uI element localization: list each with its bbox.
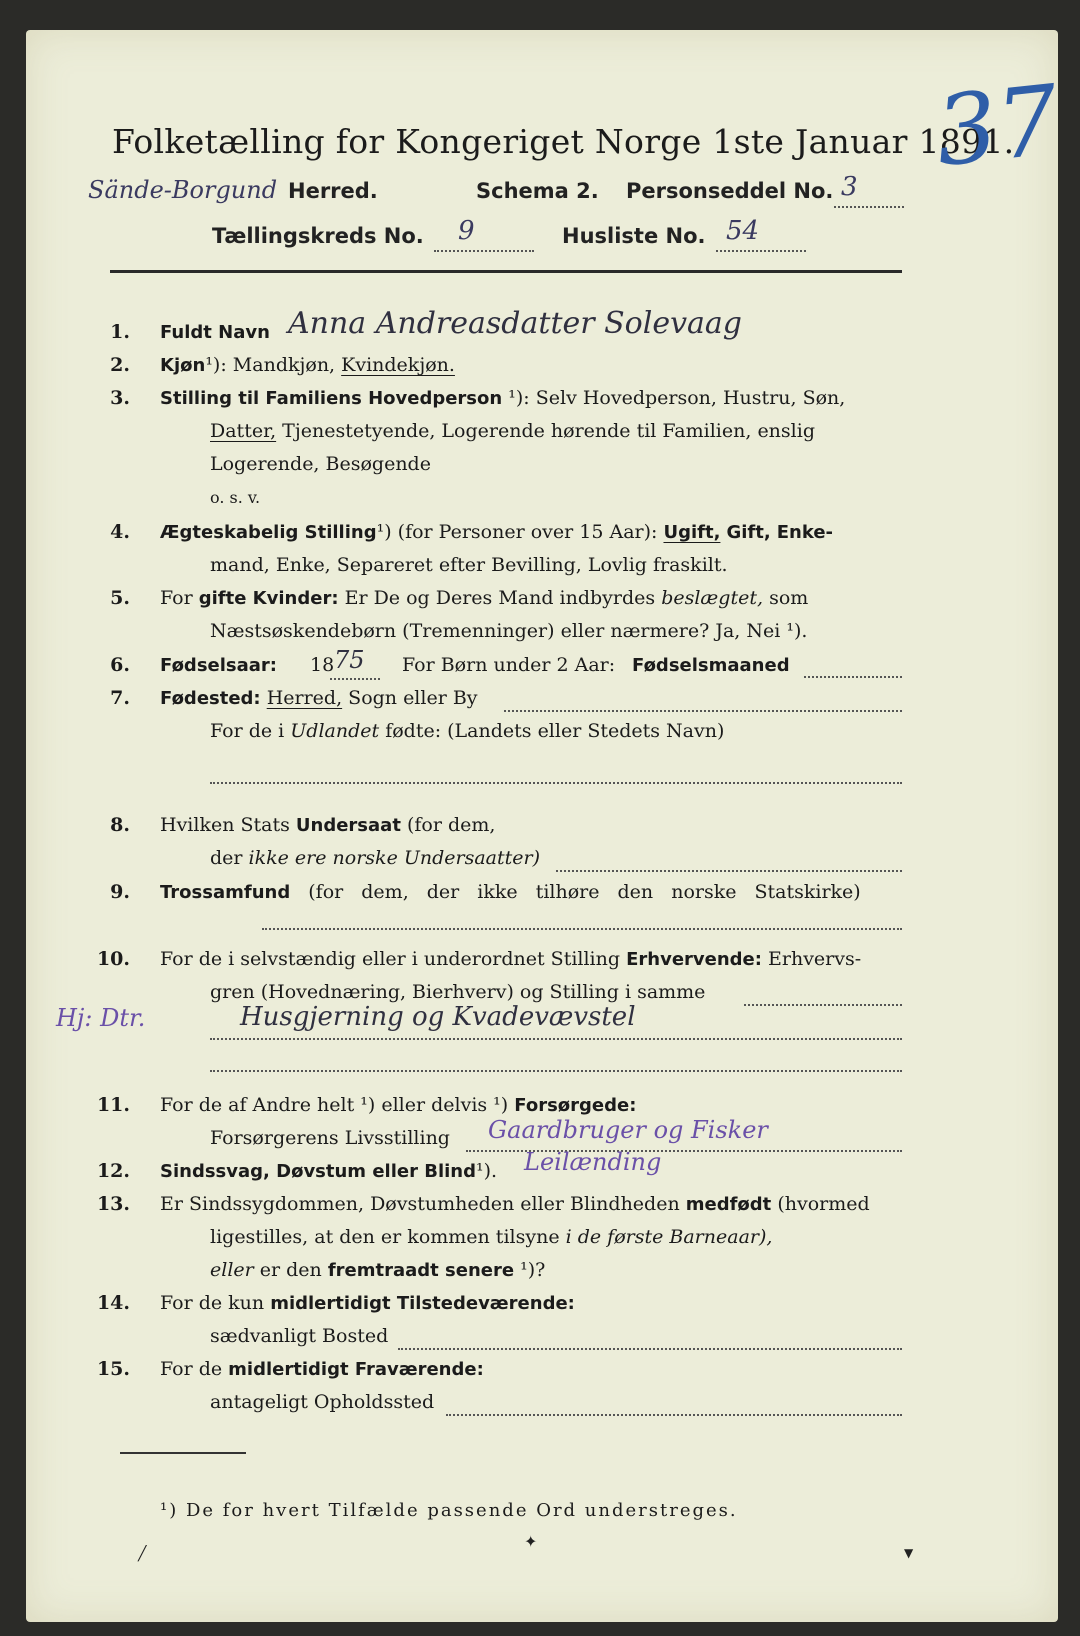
q9-text: (for dem, der ikke tilhøre den norske Statskirke) xyxy=(308,881,861,903)
q3-line1-text: Selv Hovedperson, Hustru, Søn, xyxy=(535,387,846,409)
q12-sup: ¹). xyxy=(475,1160,498,1182)
q1-answer-handwritten: Anna Andreasdatter Solevaag xyxy=(288,306,743,341)
q10-line1 xyxy=(160,948,861,970)
q3-line1 xyxy=(160,387,845,409)
q13-line3-italic: eller xyxy=(210,1259,254,1281)
personseddel-label: Personseddel No. xyxy=(626,179,834,203)
q3-label: Stilling til Familiens Hovedperson xyxy=(160,388,503,409)
q11-line1 xyxy=(160,1094,636,1116)
q6-mid-text: For Børn under 2 Aar: xyxy=(402,654,616,676)
q13-number: 13. xyxy=(96,1193,130,1215)
q11-label: Forsørgede: xyxy=(514,1095,637,1116)
q4-option-gift: Gift, xyxy=(726,522,771,543)
q5-line1 xyxy=(160,587,808,609)
q10-dotted-line3 xyxy=(210,1070,902,1072)
q13-line3 xyxy=(210,1259,545,1281)
q8-label: Undersaat xyxy=(295,815,401,836)
q6-number: 6. xyxy=(110,654,130,676)
q4-sup: ¹) xyxy=(376,521,392,543)
q14-line1 xyxy=(160,1292,575,1314)
q9-line1 xyxy=(160,881,861,903)
corner-number-handwritten: 37 xyxy=(930,63,1064,189)
form-title: Folketælling for Kongeriget Norge 1ste Januar 1891. xyxy=(112,122,1015,161)
q6-year-prefix: 18 xyxy=(310,654,335,676)
q2-option-kvindekjon: Kvindekjøn. xyxy=(341,354,455,376)
q11-answer-handwritten: Gaardbruger og Fisker xyxy=(488,1116,768,1144)
q7-number: 7. xyxy=(110,687,130,709)
q10-text-a: For de i selvstændig eller i underordnet Stilling xyxy=(160,948,621,970)
q2-number: 2. xyxy=(110,354,130,376)
q12-label: Sindssvag, Døvstum eller Blind xyxy=(160,1161,476,1182)
q10-dotted-line1 xyxy=(744,1004,902,1006)
census-form-sheet xyxy=(26,30,1064,1622)
q7-line1-rest: Sogn eller By xyxy=(348,687,478,709)
schema-label: Schema 2. xyxy=(476,179,599,203)
q3-number: 3. xyxy=(110,387,130,409)
personseddel-dotted-line xyxy=(834,206,904,208)
q15-text-a: For de xyxy=(160,1358,223,1380)
q2-line xyxy=(160,354,455,376)
taellingskreds-dotted-line xyxy=(434,250,534,252)
q3-line2 xyxy=(210,420,815,442)
footnote-text: ¹) De for hvert Tilfælde passende Ord understreges. xyxy=(160,1500,738,1521)
q3-line3: Logerende, Besøgende xyxy=(210,453,431,475)
q4-label: Ægteskabelig Stilling xyxy=(160,522,377,543)
q7-line2-b: fødte: (Landets eller Stedets Navn) xyxy=(385,720,725,742)
q13-line2-a: ligestilles, at den er kommen tilsyne xyxy=(210,1226,560,1248)
q13-label2: fremtraadt senere xyxy=(327,1260,515,1281)
footnote-rule xyxy=(120,1452,246,1454)
q8-line2-a: der xyxy=(210,847,243,869)
q5-italic: beslægtet, xyxy=(661,587,764,609)
q6-year-dotted-line xyxy=(330,678,380,680)
q15-number: 15. xyxy=(96,1358,130,1380)
q10-number: 10. xyxy=(96,948,130,970)
q2-label: Kjøn xyxy=(160,355,206,376)
q13-line2 xyxy=(210,1226,772,1248)
husliste-label: Husliste No. xyxy=(562,224,706,248)
q10-label: Erhvervende: xyxy=(626,949,762,970)
speck-mark: ╱ xyxy=(138,1546,147,1562)
q2-sup: ¹): xyxy=(205,354,227,376)
q5-text-c: som xyxy=(769,587,809,609)
q3-sup: ¹): xyxy=(508,387,530,409)
q3-line4: o. s. v. xyxy=(210,488,261,507)
q4-line1 xyxy=(160,521,833,543)
q5-line2: Næstsøskendebørn (Tremenninger) eller nærmere? Ja, Nei ¹). xyxy=(210,620,808,642)
q7-dotted-line1 xyxy=(504,710,902,712)
q4-option-enke: Enke- xyxy=(776,522,834,543)
q7-line1 xyxy=(160,687,478,709)
q5-text-b: Er De og Deres Mand indbyrdes xyxy=(344,587,656,609)
q7-label: Fødested: xyxy=(160,688,261,709)
q10-answer-handwritten: Husgjerning og Kvadevævstel xyxy=(240,1002,636,1032)
q8-dotted-line xyxy=(556,870,902,872)
q7-line2-a: For de i xyxy=(210,720,285,742)
q8-line2 xyxy=(210,847,540,869)
q4-line2: mand, Enke, Separeret efter Bevilling, Lovlig fraskilt. xyxy=(210,554,728,576)
q6-answer-handwritten: 75 xyxy=(334,646,365,674)
herred-value-handwritten: Sände-Borgund xyxy=(88,176,278,204)
q1-number: 1. xyxy=(110,321,130,343)
speck-mark: ✦ xyxy=(524,1532,538,1551)
q11-number: 11. xyxy=(96,1094,130,1116)
q4-option-ugift: Ugift, xyxy=(663,522,721,543)
herred-label: Herred. xyxy=(288,179,378,203)
q3-line2-text: Tjenestetyende, Logerende hørende til Familien, enslig xyxy=(282,420,815,442)
q3-option-datter: Datter, xyxy=(210,420,277,442)
husliste-value-handwritten: 54 xyxy=(726,216,760,246)
q5-label: gifte Kvinder: xyxy=(198,588,339,609)
taellingskreds-value-handwritten: 9 xyxy=(458,216,475,246)
q9-number: 9. xyxy=(110,881,130,903)
q7-line2-italic: Udlandet xyxy=(290,720,380,742)
q1-label: Fuldt Navn xyxy=(160,322,270,343)
q11-line2: Forsørgerens Livsstilling xyxy=(210,1127,450,1149)
q14-line2: sædvanligt Bosted xyxy=(210,1325,389,1347)
q8-text-b: (for dem, xyxy=(406,814,496,836)
speck-mark: ▼ xyxy=(904,1546,914,1560)
q4-line1-text: (for Personer over 15 Aar): xyxy=(397,521,658,543)
q15-line1 xyxy=(160,1358,484,1380)
q5-number: 5. xyxy=(110,587,130,609)
q15-label: midlertidigt Fraværende: xyxy=(228,1359,484,1380)
q8-number: 8. xyxy=(110,814,130,836)
q15-dotted-line xyxy=(446,1414,902,1416)
q13-text-a: Er Sindssygdommen, Døvstumheden eller Blindheden xyxy=(160,1193,680,1215)
q11-text: For de af Andre helt ¹) eller delvis ¹) xyxy=(160,1094,509,1116)
q7-option-herred: Herred, xyxy=(266,687,343,709)
q10-line2: gren (Hovednæring, Bierhverv) og Stilling i samme xyxy=(210,981,706,1003)
taellingskreds-label: Tællingskreds No. xyxy=(212,224,424,248)
q9-dotted-line xyxy=(262,928,902,930)
q13-line3-b: ¹)? xyxy=(520,1259,546,1281)
q10-text-b: Erhvervs- xyxy=(768,948,862,970)
q12-number: 12. xyxy=(96,1160,130,1182)
q13-label: medfødt xyxy=(685,1194,772,1215)
q10-margin-note-handwritten: Hj: Dtr. xyxy=(56,1004,146,1032)
q6-label: Fødselsaar: xyxy=(160,655,277,676)
q12-line xyxy=(160,1160,497,1182)
q8-line1 xyxy=(160,814,495,836)
q8-text-a: Hvilken Stats xyxy=(160,814,290,836)
q4-number: 4. xyxy=(110,521,130,543)
header-rule xyxy=(110,270,902,273)
q14-dotted-line xyxy=(398,1348,902,1350)
q10-dotted-line2 xyxy=(210,1038,902,1040)
q5-text-a: For xyxy=(160,587,193,609)
q13-line2-italic: i de første Barneaar), xyxy=(565,1226,773,1248)
q6-label2: Fødselsmaaned xyxy=(632,655,790,676)
q8-line2-italic: ikke ere norske Undersaatter) xyxy=(248,847,541,869)
q14-label: midlertidigt Tilstedeværende: xyxy=(270,1293,575,1314)
q13-text-b: (hvormed xyxy=(777,1193,870,1215)
q13-line1 xyxy=(160,1193,870,1215)
q7-line2 xyxy=(210,720,724,742)
q15-line2: antageligt Opholdssted xyxy=(210,1391,435,1413)
q14-text-a: For de kun xyxy=(160,1292,265,1314)
personseddel-value-handwritten: 3 xyxy=(841,172,858,202)
q7-dotted-line2 xyxy=(210,782,902,784)
q2-option-mandkjon: Mandkjøn, xyxy=(232,354,336,376)
q12-answer-handwritten: Leilænding xyxy=(524,1148,662,1176)
q6-month-dotted-line xyxy=(804,676,902,678)
q9-label: Trossamfund xyxy=(160,882,291,903)
husliste-dotted-line xyxy=(716,250,806,252)
q14-number: 14. xyxy=(96,1292,130,1314)
q13-line3-a: er den xyxy=(259,1259,322,1281)
